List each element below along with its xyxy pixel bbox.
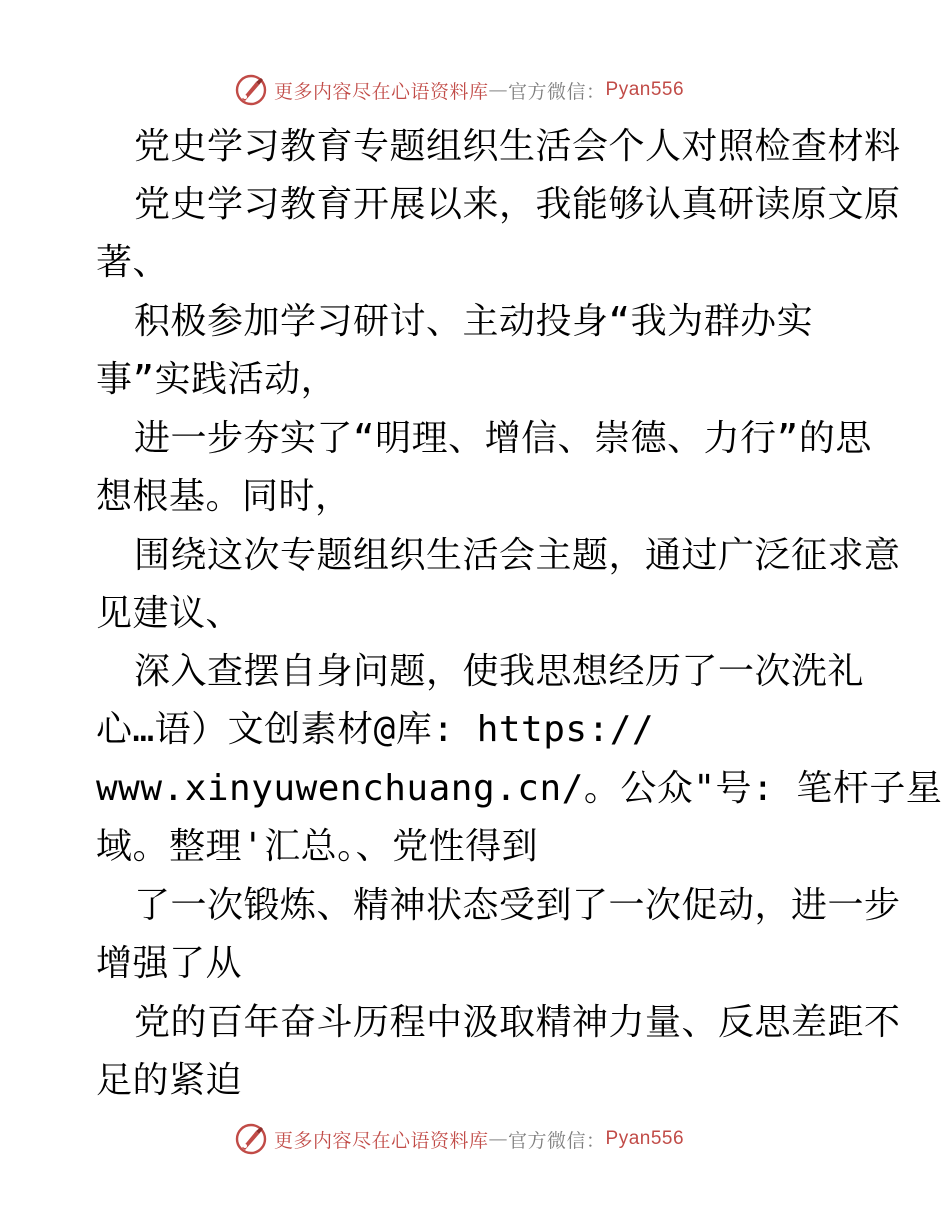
text-line: 党史学习教育开展以来，我能够认真研读原文原 — [134, 184, 901, 225]
watermark-separator: — — [488, 79, 509, 101]
text-line: 足的紧迫 — [96, 1060, 243, 1101]
text-line: 著、 — [96, 242, 170, 283]
text-line: 见建议、 — [96, 593, 243, 634]
text-line: 想根基。同时， — [96, 476, 352, 517]
quill-circle-logo-icon — [234, 1122, 268, 1156]
watermark-header — [234, 73, 684, 107]
text-line: 了一次锻炼、精神状态受到了一次促动，进一步 — [134, 885, 901, 926]
text-line: 深入查摆自身问题，使我思想经历了一次洗礼 — [134, 651, 865, 692]
watermark-wechat-id: Pyan556 — [605, 79, 685, 100]
text-line: 事”实践活动， — [96, 359, 338, 400]
text-line: 进一步夯实了“明理、增信、崇德、力行”的思 — [134, 418, 872, 459]
text-line: 积极参加学习研讨、主动投身“我为群办实 — [134, 301, 814, 342]
watermark-wechat-label: 官方微信： — [508, 80, 606, 103]
text-line: www.xinyuwenchuang.cn/。公众"号: 笔杆子星 — [96, 768, 943, 809]
quill-circle-logo-icon — [234, 73, 268, 107]
watermark-main-text: 更多内容尽在心语资料库 — [274, 1129, 489, 1152]
watermark-separator: — — [488, 1128, 509, 1150]
text-line: 域。整理'汇总。、党性得到 — [96, 826, 539, 867]
text-line: 党的百年奋斗历程中汲取精神力量、反思差距不 — [134, 1002, 901, 1043]
watermark-wechat-label: 官方微信： — [508, 1129, 606, 1152]
document-title: 党史学习教育专题组织生活会个人对照检查材料 — [134, 126, 901, 167]
watermark-footer — [234, 1122, 684, 1156]
watermark-main-text: 更多内容尽在心语资料库 — [274, 80, 489, 103]
text-line: 围绕这次专题组织生活会主题，通过广泛征求意 — [134, 535, 901, 576]
text-line: 心…语）文创素材@库: https:// — [96, 709, 655, 750]
text-line: 增强了从 — [96, 943, 243, 984]
watermark-wechat-id: Pyan556 — [605, 1128, 685, 1149]
